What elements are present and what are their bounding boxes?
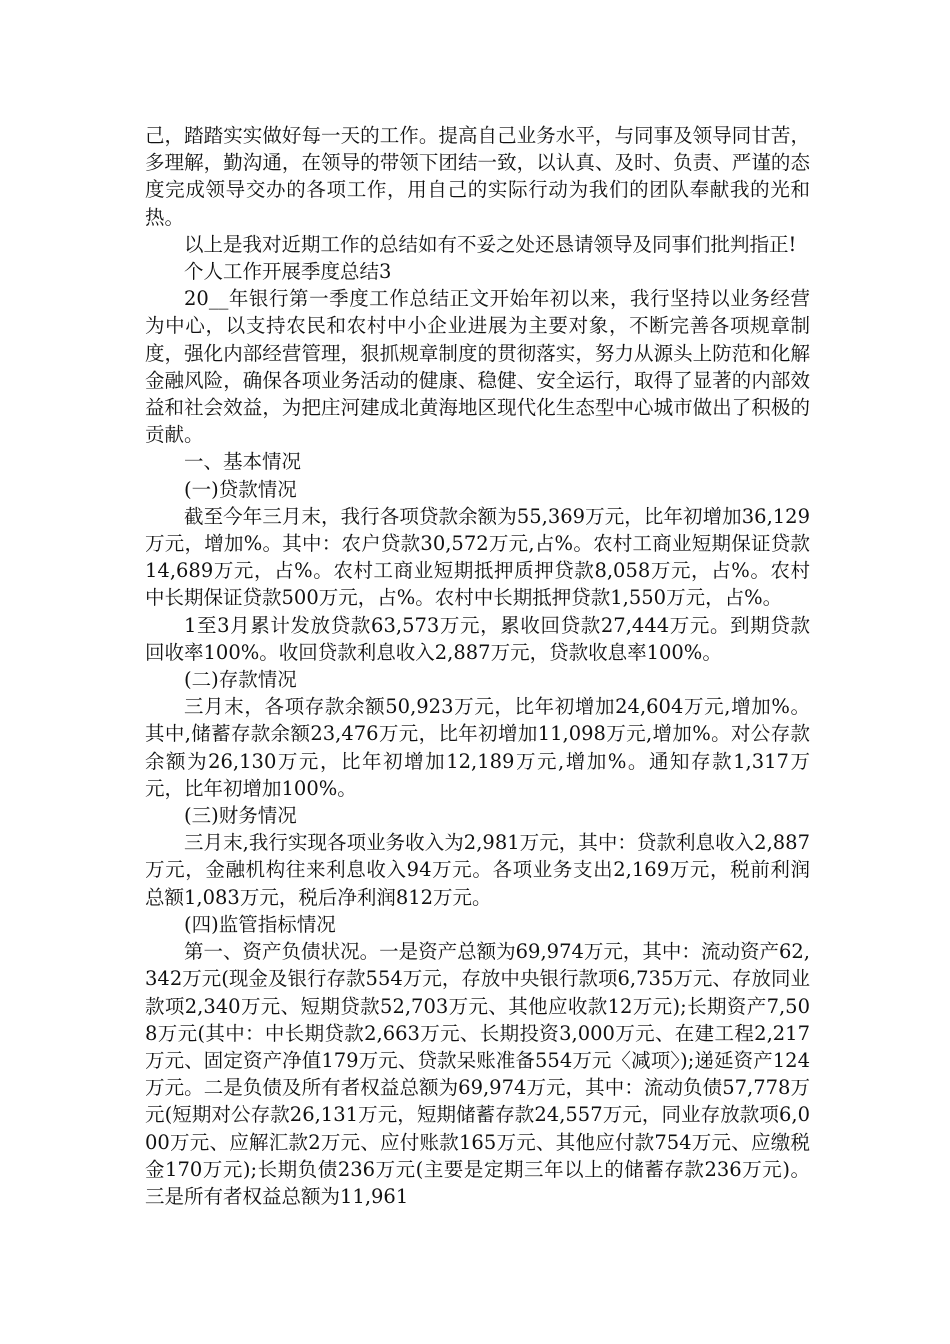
section-title: 个人工作开展季度总结3 (184, 260, 392, 284)
section-heading: 一、基本情况 (184, 450, 302, 474)
subsection-heading: (二)存款情况 (184, 668, 297, 692)
document-page (145, 122, 810, 1210)
paragraph: 己，踏踏实实做好每一天的工作。提高自己业务水平，与同事及领导同甘苦，多理解，勤沟通，在领导的带领下团结一致，以认真、及时、负责、严谨的态度完成领导交办的各项工作，用自己的实际行动为我们的团队奉献我的光和热。 (145, 124, 810, 229)
subsection-heading: (四)监管指标情况 (184, 912, 336, 936)
paragraph: 截至今年三月末，我行各项贷款余额为55,369万元，比年初增加36,129万元，增加%。其中：农户贷款30,572万元,占%。农村工商业短期保证贷款14,689万元，占%。农村工商业短期抵押质押贷款8,058万元，占%。农村中长期保证贷款500万元，占%。农村中长期抵押贷款1,550万元，占%。 (145, 504, 810, 610)
paragraph: 1至3月累计发放贷款63,573万元，累收回贷款27,444万元。到期贷款回收率100%。收回贷款利息收入2,887万元，贷款收息率100%。 (145, 613, 810, 664)
paragraph: 三月末,我行实现各项业务收入为2,981万元，其中：贷款利息收入2,887万元，金融机构往来利息收入94万元。各项业务支出2,169万元，税前利润总额1,083万元，税后净利润812万元。 (145, 831, 810, 909)
paragraph: 三月末，各项存款余额50,923万元，比年初增加24,604万元,增加%。其中,储蓄存款余额23,476万元，比年初增加11,098万元,增加%。对公存款余额为26,130万元，比年初增加12,189万元,增加%。通知存款1,317万元，比年初增加100%。 (145, 695, 810, 800)
paragraph: 第一、资产负债状况。一是资产总额为69,974万元，其中：流动资产62,342万元(现金及银行存款554万元，存放中央银行款项6,735万元、存放同业款项2,340万元、短期贷款52,703万元、其他应收款12万元);长期资产7,508万元(其中：中长期贷款2,663万元、长期投资3,000万元、在建工程2,217万元、固定资产净值179万元、贷款呆账准备554万元〈减项〉);递延资产124万元。二是负债及所有者权益总额为69,974万元，其中：流动负债57,778万元(短期对公存款26,131万元，短期储蓄存款24,557万元，同业存放款项6,000万元、应解汇款2万元、应付账款165万元、其他应付款754万元、应缴税金170万元);长期负债236万元(主要是定期三年以上的储蓄存款236万元)。三是所有者权益总额为11,961 (145, 940, 810, 1208)
subsection-heading: (三)财务情况 (184, 804, 297, 828)
paragraph: 20__年银行第一季度工作总结正文开始年初以来，我行坚持以业务经营为中心，以支持农民和农村中小企业进展为主要对象，不断完善各项规章制度，强化内部经营管理，狠抓规章制度的贯彻落实，努力从源头上防范和化解金融风险，确保各项业务活动的健康、稳健、安全运行，取得了显著的内部效益和社会效益，为把庄河建成北黄海地区现代化生态型中心城市做出了积极的贡献。 (145, 287, 810, 447)
paragraph: 以上是我对近期工作的总结如有不妥之处还恳请领导及同事们批判指正! (184, 232, 797, 256)
subsection-heading: (一)贷款情况 (184, 477, 297, 501)
